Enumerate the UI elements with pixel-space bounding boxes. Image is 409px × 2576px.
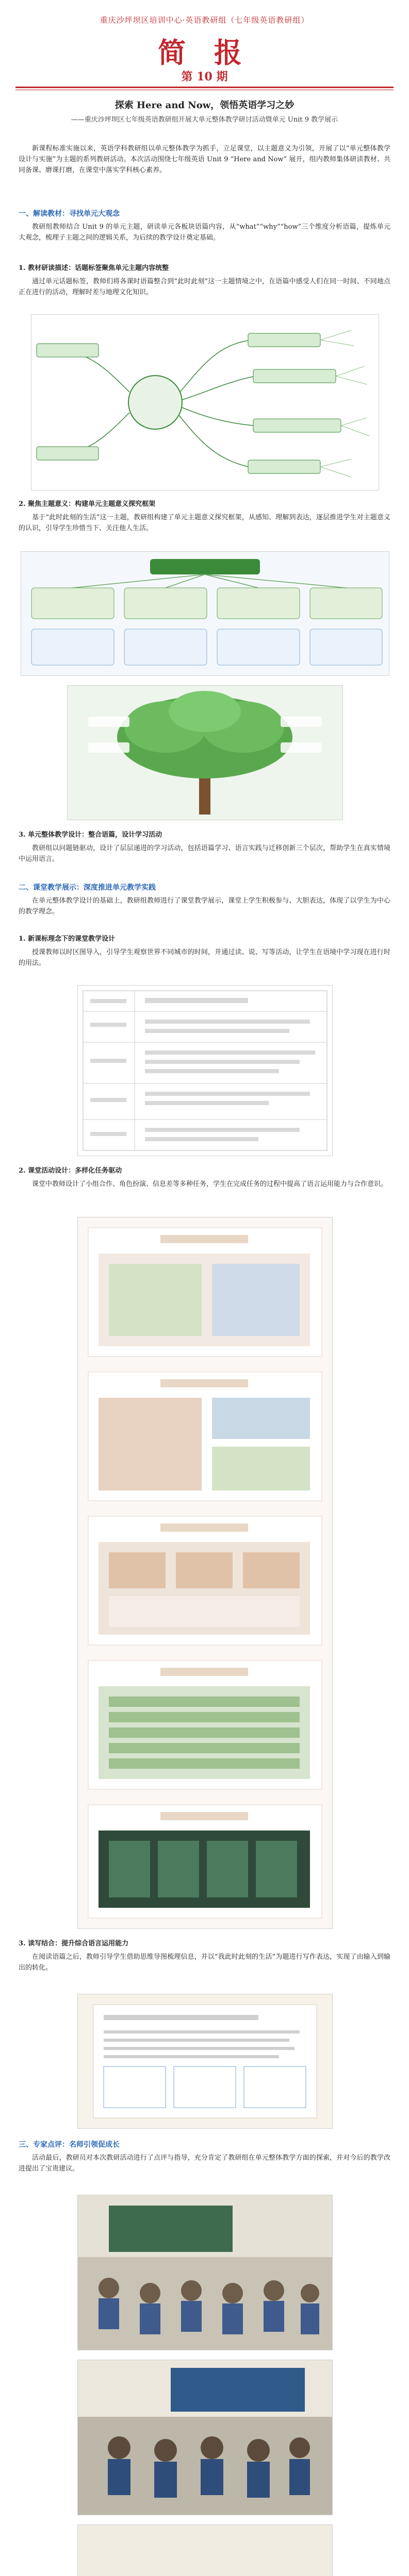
section-body: 教研组教师结合 Unit 9 的单元主题，研读单元各板块语篇内容，从“what”“why”“how”三个维度分析语篇，提炼单元大观念，梳理子主题之间的逻辑关系，为后续的教学设计奠定基础。 xyxy=(19,223,390,242)
issue-number: 第 10 期 xyxy=(181,70,228,83)
masthead-title: 简 报 xyxy=(158,36,251,69)
intro-paragraph: 新课程标准实施以来，英语学科教研组以单元整体教学为抓手，立足课堂，以主题意义为引领，开展了以“单元整体教学设计与实施”为主题的系列教研活动。本次活动围绕七年级英语 Unit 9 “Here and Now” 展开，组内教师集体研读教材、共同备课、磨课打磨，在课堂中落实学科核心素养。 xyxy=(19,145,390,174)
lesson-slides-image xyxy=(77,1217,333,1929)
tree-diagram-image xyxy=(67,685,343,820)
classroom-photo xyxy=(77,2195,333,2350)
section-body: 活动最后，教研员对本次教研活动进行了点评与指导，充分肯定了教研组在单元整体教学方面的探索，并对今后的教学改进提出了宝贵建议。 xyxy=(19,2154,390,2173)
subsection-heading: 1. 新课标理念下的课堂教学设计 xyxy=(19,935,116,943)
section-heading: 二、课堂教学展示：深度推进单元教学实践 xyxy=(19,884,156,892)
subsection-heading: 3. 单元整体教学设计：整合语篇，设计学习活动 xyxy=(19,831,162,839)
subsection-body: 基于“此时此刻的生活”这一主题，教研组构建了单元主题意义探究框架，从感知、理解到表达，逐层推进学生对主题意义的认识，引导学生珍惜当下、关注他人生活。 xyxy=(19,514,390,532)
classroom-photo xyxy=(77,2360,333,2515)
subsection-body: 授课教师以时区图导入，引导学生观察世界不同城市的时间，并通过读、说、写等活动，让学生在语境中学习现在进行时的用法。 xyxy=(19,948,390,967)
masthead-rule xyxy=(15,87,394,88)
worksheet-image xyxy=(77,1994,333,2129)
subsection-body: 教研组以问题链驱动，设计了层层递进的学习活动，包括语篇学习、语言实践与迁移创新三个层次，帮助学生在真实情境中运用语言。 xyxy=(19,844,390,863)
subsection-heading: 2. 课堂活动设计：多样化任务驱动 xyxy=(19,1167,122,1175)
subsection-body: 在阅读语篇之后，教师引导学生借助思维导图梳理信息，并以“我此时此刻的生活”为题进行写作表达，实现了由输入到输出的转化。 xyxy=(19,1953,390,1972)
framework-diagram-image xyxy=(21,551,389,676)
section-heading: 一、解读教材：寻找单元大观念 xyxy=(19,210,120,218)
masthead-subtitle: 重庆沙坪坝区培训中心·英语教研组（七年级英语教研组） xyxy=(100,15,309,25)
subsection-heading: 1. 教材研读描述：话题标签聚焦单元主题内容统整 xyxy=(19,264,169,272)
lesson-plan-image xyxy=(77,985,333,1156)
mind-map-image xyxy=(31,314,379,490)
section-body: 在单元整体教学设计的基础上，教研组教师进行了课堂教学展示，课堂上学生积极参与、大胆表达，体现了以学生为中心的教学理念。 xyxy=(19,897,390,916)
subsection-body: 课堂中教师设计了小组合作、角色扮演、信息差等多种任务，学生在完成任务的过程中提高了语言运用能力与合作意识。 xyxy=(32,1180,388,1188)
subsection-heading: 2. 聚焦主题意义：构建单元主题意义探究框架 xyxy=(19,500,156,508)
subsection-body: 通过单元话题标签，教师们将各课时语篇整合到“此时此刻”这一主题情境之中，在语篇中感受人们在同一时间、不同地点正在进行的活动，理解时差与地理文化知识。 xyxy=(19,278,390,296)
classroom-photo xyxy=(77,2524,333,2576)
article-title: 探索 Here and Now，领悟英语学习之妙 xyxy=(114,100,295,111)
section-heading: 三、专家点评：名师引领促成长 xyxy=(19,2141,120,2149)
article-subtitle: ——重庆沙坪坝区七年级英语教研组开展大单元整体教学研讨活动暨单元 Unit 9 教学展示 xyxy=(71,116,338,124)
subsection-heading: 3. 读写结合：提升综合语言运用能力 xyxy=(19,1940,129,1947)
